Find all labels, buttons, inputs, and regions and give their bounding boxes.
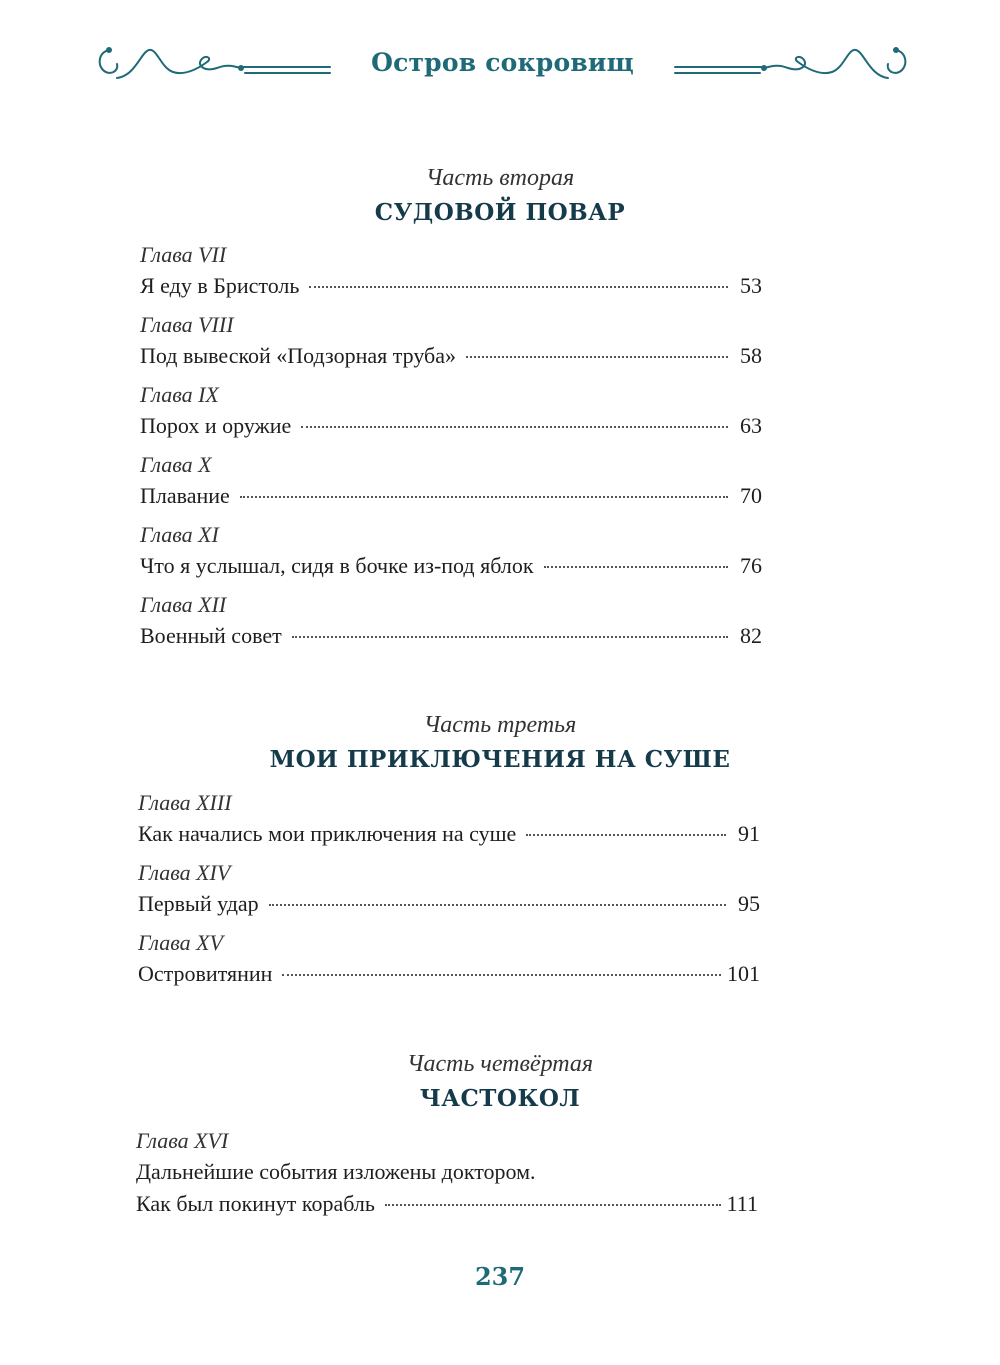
chapter-label: Глава XII bbox=[140, 592, 227, 617]
chapter-page: 70 bbox=[740, 483, 762, 508]
dot-leader bbox=[292, 636, 728, 638]
toc-entry[interactable] bbox=[140, 381, 762, 441]
part-heading bbox=[0, 164, 1000, 228]
part-heading bbox=[0, 1050, 1000, 1114]
chapter-title: Под вывеской «Подзорная труба» bbox=[140, 343, 456, 368]
chapter-label: Глава XIV bbox=[138, 860, 231, 885]
chapter-title-line1: Дальнейшие события изложены доктором. bbox=[136, 1159, 536, 1184]
book-title: Остров сокровищ bbox=[371, 48, 634, 77]
chapter-label: Глава XIII bbox=[138, 790, 232, 815]
toc-entry[interactable] bbox=[140, 451, 762, 511]
dot-leader bbox=[309, 286, 728, 288]
part-label: Часть третья bbox=[423, 712, 577, 738]
chapter-title: Порох и оружие bbox=[140, 413, 292, 438]
dot-leader bbox=[385, 1204, 721, 1206]
toc-entry[interactable] bbox=[138, 859, 760, 919]
chapter-label: Глава XV bbox=[138, 930, 223, 955]
part-title: ЧАСТОКОЛ bbox=[419, 1085, 581, 1112]
dot-leader bbox=[544, 566, 728, 568]
chapter-title: Я еду в Бристоль bbox=[140, 273, 300, 298]
dot-leader bbox=[240, 496, 728, 498]
chapter-label: Глава IX bbox=[140, 382, 219, 407]
part-title: МОИ ПРИКЛЮЧЕНИЯ НА СУШЕ bbox=[269, 746, 731, 773]
chapter-label: Глава XI bbox=[140, 522, 219, 547]
chapter-page: 91 bbox=[738, 821, 760, 846]
part-label: Часть вторая bbox=[425, 165, 575, 191]
part-heading bbox=[0, 711, 1000, 775]
chapter-title: Что я услышал, сидя в бочке из-под яблок bbox=[140, 553, 534, 578]
chapter-page: 111 bbox=[726, 1191, 758, 1216]
dot-leader bbox=[466, 356, 728, 358]
chapter-label: Глава XVI bbox=[136, 1128, 229, 1153]
chapter-label: Глава VII bbox=[140, 242, 227, 267]
chapter-title: Военный совет bbox=[140, 623, 282, 648]
chapter-label: Глава VIII bbox=[140, 312, 234, 337]
dot-leader bbox=[269, 904, 726, 906]
chapter-title: Как был покинут корабль bbox=[136, 1191, 375, 1216]
chapter-title: Островитянин bbox=[138, 961, 273, 986]
page-number: 237 bbox=[474, 1262, 526, 1291]
chapter-page: 82 bbox=[740, 623, 762, 648]
toc-entry[interactable] bbox=[140, 591, 762, 651]
running-header bbox=[95, 38, 910, 98]
dot-leader bbox=[301, 426, 728, 428]
chapter-page: 63 bbox=[740, 413, 762, 438]
toc-entry[interactable] bbox=[140, 311, 762, 371]
part-title: СУДОВОЙ ПОВАР bbox=[374, 199, 626, 226]
chapter-page: 58 bbox=[740, 343, 762, 368]
toc-entry[interactable] bbox=[136, 1127, 758, 1219]
toc-entry[interactable] bbox=[138, 929, 760, 989]
chapter-title: Первый удар bbox=[138, 891, 259, 916]
part-label: Часть четвёртая bbox=[406, 1051, 594, 1077]
toc-entry[interactable] bbox=[138, 789, 760, 849]
chapter-page: 53 bbox=[740, 273, 762, 298]
dot-leader bbox=[526, 834, 726, 836]
chapter-title: Плавание bbox=[140, 483, 230, 508]
toc-entry[interactable] bbox=[140, 241, 762, 301]
chapter-title: Как начались мои приключения на суше bbox=[138, 821, 517, 846]
chapter-page: 95 bbox=[738, 891, 760, 916]
chapter-page: 101 bbox=[727, 961, 760, 986]
dot-leader bbox=[282, 974, 721, 976]
chapter-page: 76 bbox=[740, 553, 762, 578]
toc-entry[interactable] bbox=[140, 521, 762, 581]
chapter-label: Глава X bbox=[140, 452, 212, 477]
